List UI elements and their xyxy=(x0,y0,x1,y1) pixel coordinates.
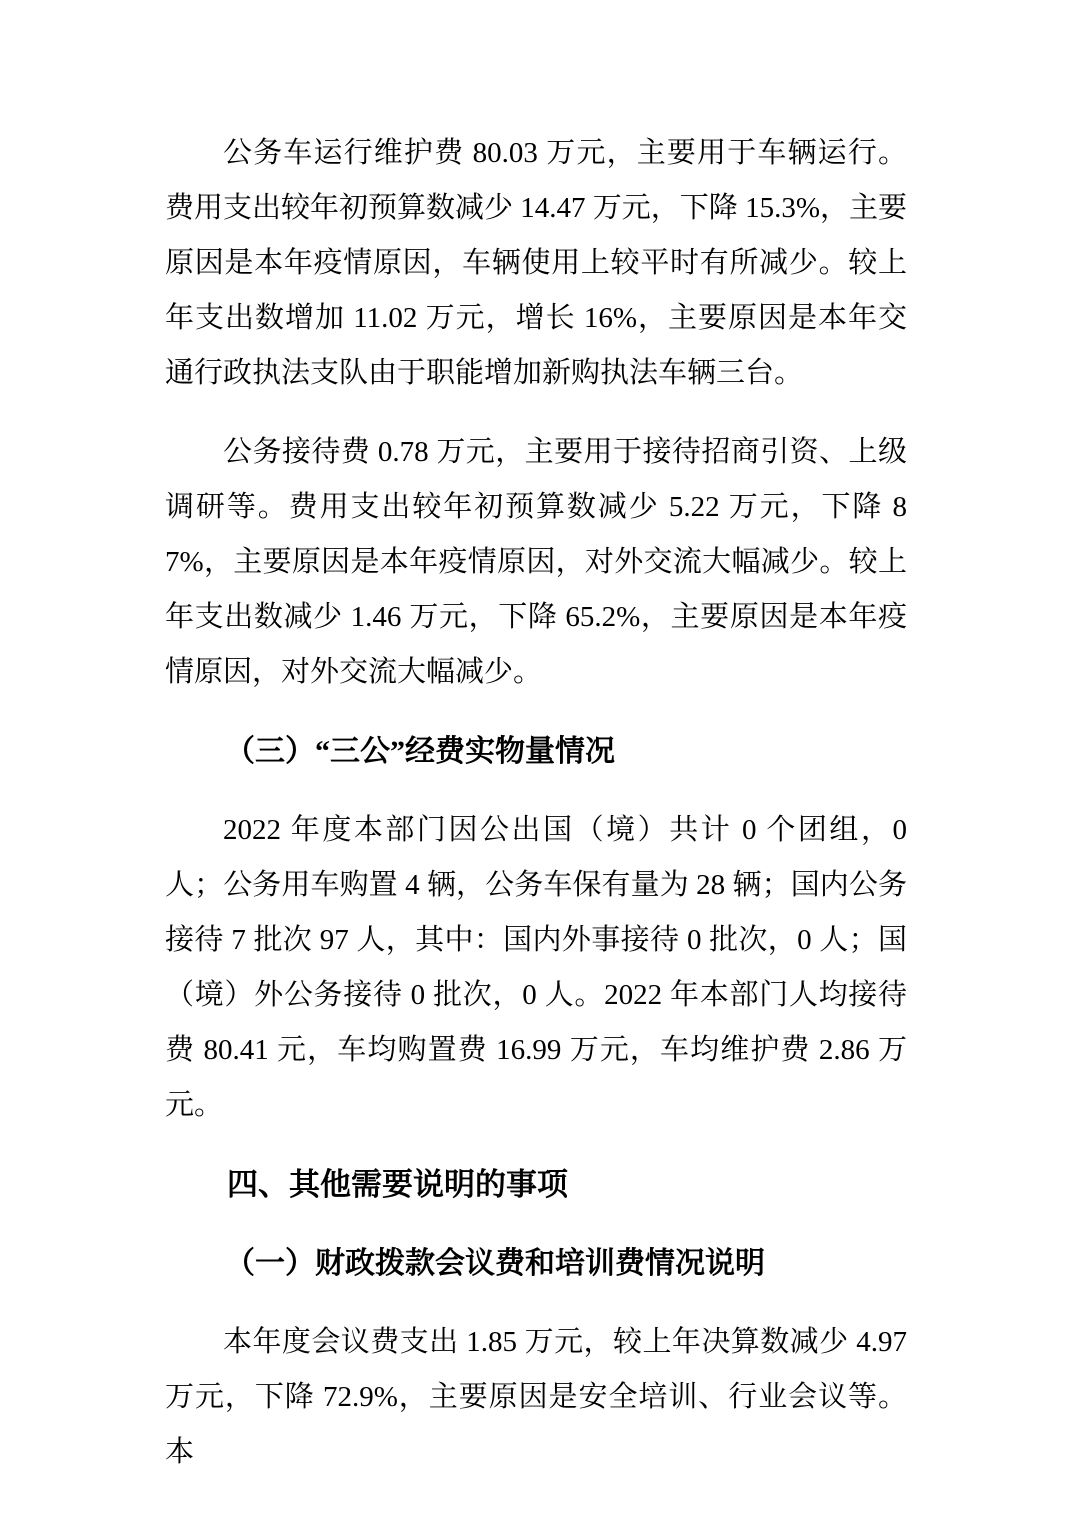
paragraph-vehicle-operation-maintenance-fee: 公务车运行维护费 80.03 万元，主要用于车辆运行。费用支出较年初预算数减少 14.47 万元，下降 15.3%，主要原因是本年疫情原因，车辆使用上较平时有所减少。较上年支出数增加 11.02 万元，增长 16%，主要原因是本年交通行政执法支队由于职能增加新购执法车辆三台。 xyxy=(165,137,907,389)
paragraph-physical-quantity-statistics: 2022 年度本部门因公出国（境）共计 0 个团组，0 人；公务用车购置 4 辆，公务车保有量为 28 辆；国内公务接待 7 批次 97 人，其中：国内外事接待 0 批次，0 人；国（境）外公务接待 0 批次，0 人。2022 年本部门人均接待费 80.41 元，车均购置费 16.99 万元，车均维护费 2.86 万元。 xyxy=(165,814,907,1121)
heading-three-public-funds-physical-quantity: （三）“三公”经费实物量情况 xyxy=(225,735,615,768)
heading-other-matters-to-explain: 四、其他需要说明的事项 xyxy=(227,1167,568,1202)
heading-meeting-and-training-fee-explanation: （一）财政拨款会议费和培训费情况说明 xyxy=(225,1247,765,1280)
paragraph-meeting-fee-expenditure: 本年度会议费支出 1.85 万元，较上年决算数减少 4.97 万元，下降 72.9%，主要原因是安全培训、行业会议等。本 xyxy=(165,1326,907,1468)
paragraph-official-reception-fee: 公务接待费 0.78 万元，主要用于接待招商引资、上级调研等。费用支出较年初预算数减少 5.22 万元，下降 87%，主要原因是本年疫情原因，对外交流大幅减少。较上年支出数减少 1.46 万元，下降 65.2%，主要原因是本年疫情原因，对外交流大幅减少。 xyxy=(165,436,907,688)
